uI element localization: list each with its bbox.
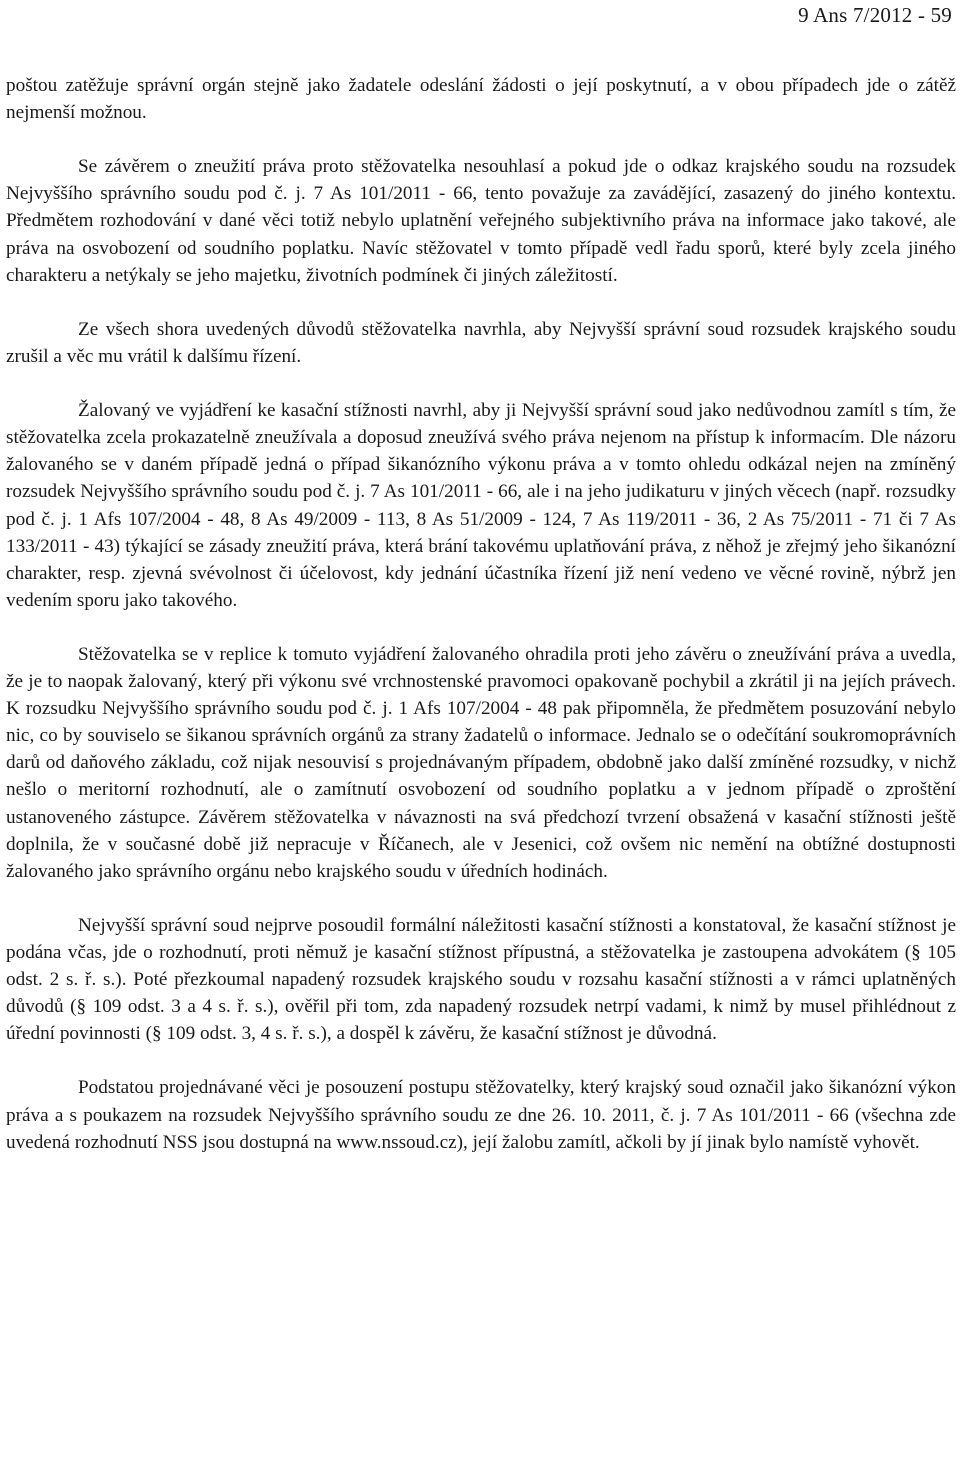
paragraph-defendant-statement: Žalovaný ve vyjádření ke kasační stížnosti navrhl, aby ji Nejvyšší správní soud jako nedůvodnou zamítl s tím, že stěžovatelka zcela prokazatelně zneužívala a doposud zneužívá svého práva nejenom na přístup k informacím. Dle názoru žalovaného se v daném případě jedná o případ šikanózního výkonu práva a v tomto ohledu odkázal nejen na zmíněný rozsudek Nejvyššího správního soudu pod č. j. 7 As 101/2011 - 66, ale i na jeho judikaturu v jiných věcech (např. rozsudky pod č. j. 1 Afs 107/2004 - 48, 8 As 49/2009 - 113, 8 As 51/2009 - 124, 7 As 119/2011 - 36, 2 As 75/2011 - 71 či 7 As 133/2011 - 43) týkající se zásady zneužití práva, která brání takovému uplatňování práva, z něhož je zřejmý jeho šikanózní charakter, resp. zjevná svévolnost či účelovost, kdy jednání účastníka řízení již není vedeno ve věcné rovině, nýbrž jen vedením sporu jako takového. [6, 400, 956, 611]
document-body [6, 72, 956, 1156]
paragraph-abuse-of-rights-objection: Se závěrem o zneužití práva proto stěžovatelka nesouhlasí a pokud jde o odkaz krajského soudu na rozsudek Nejvyššího správního soudu pod č. j. 7 As 101/2011 - 66, tento považuje za zavádějící, zasazený do jiného kontextu. Předmětem rozhodování v dané věci totiž nebylo uplatnění veřejného subjektivního práva na informace jako takové, ale práva na osvobození od soudního poplatku. Navíc stěžovatel v tomto případě vedl řadu sporů, které byly zcela jiného charakteru a netýkaly se jeho majetku, životních podmínek či jiných záležitostí. [6, 156, 956, 286]
paragraph-complainant-replica: Stěžovatelka se v replice k tomuto vyjádření žalovaného ohradila proti jeho závěru o zneužívání práva a uvedla, že je to naopak žalovaný, který při výkonu své vrchnostenské pravomoci opakovaně pochybil a zkrátil ji na jejích právech. K rozsudku Nejvyššího správního soudu pod č. j. 1 Afs 107/2004 - 48 pak připomněla, že předmětem posuzování nebylo nic, co by souviselo se šikanou správních orgánů za strany žadatelů o informace. Jednalo se o odečítání soukromoprávních darů od daňového základu, což nijak nesouvisí s projednávaným případem, obdobně jako další zmíněné rozsudky, v nichž nešlo o meritorní rozhodnutí, ale o zamítnutí osvobození od soudního poplatku a v jednom případě o zproštění ustanoveného zástupce. Závěrem stěžovatelka v návaznosti na svá předchozí tvrzení obsažená v kasační stížnosti ještě doplnila, že v současné době již nepracuje v Říčanech, ale v Jesenici, což ovšem nic nemění na obtížné dostupnosti žalovaného jako správního orgánu nebo krajského soudu v úředních hodinách. [6, 643, 956, 882]
paragraph-court-assessment: Nejvyšší správní soud nejprve posoudil formální náležitosti kasační stížnosti a konstatoval, že kasační stížnost je podána včas, jde o rozhodnutí, proti němuž je kasační stížnost přípustná, a stěžovatelka je zastoupena advokátem (§ 105 odst. 2 s. ř. s.). Poté přezkoumal napadený rozsudek krajského soudu v rozsahu kasační stížnosti a v rámci uplatněných důvodů (§ 109 odst. 3 a 4 s. ř. s.), ověřil při tom, zda napadený rozsudek netrpí vadami, k nimž by musel přihlédnout z úřední povinnosti (§ 109 odst. 3, 4 s. ř. s.), a dospěl k závěru, že kasační stížnost je důvodná. [6, 914, 956, 1045]
paragraph-core-issue: Podstatou projednávané věci je posouzení postupu stěžovatelky, který krajský soud označil jako šikanózní výkon práva a s poukazem na rozsudek Nejvyššího správního soudu ze dne 26. 10. 2011, č. j. 7 As 101/2011 - 66 (všechna zde uvedená rozhodnutí NSS jsou dostupná na www.nssoud.cz), její žalobu zamítl, ačkoli by jí jinak bylo namístě vyhovět. [6, 1077, 956, 1153]
paragraph-continuation: poštou zatěžuje správní orgán stejně jako žadatele odeslání žádosti o její poskytnutí, a v obou případech jde o zátěž nejmenší možnou. [6, 75, 956, 124]
paragraph-complainant-proposal: Ze všech shora uvedených důvodů stěžovatelka navrhla, aby Nejvyšší správní soud rozsudek krajského soudu zrušil a věc mu vrátil k dalšímu řízení. [6, 318, 956, 367]
page-header-case-reference: 9 Ans 7/2012 - 59 [798, 3, 952, 27]
